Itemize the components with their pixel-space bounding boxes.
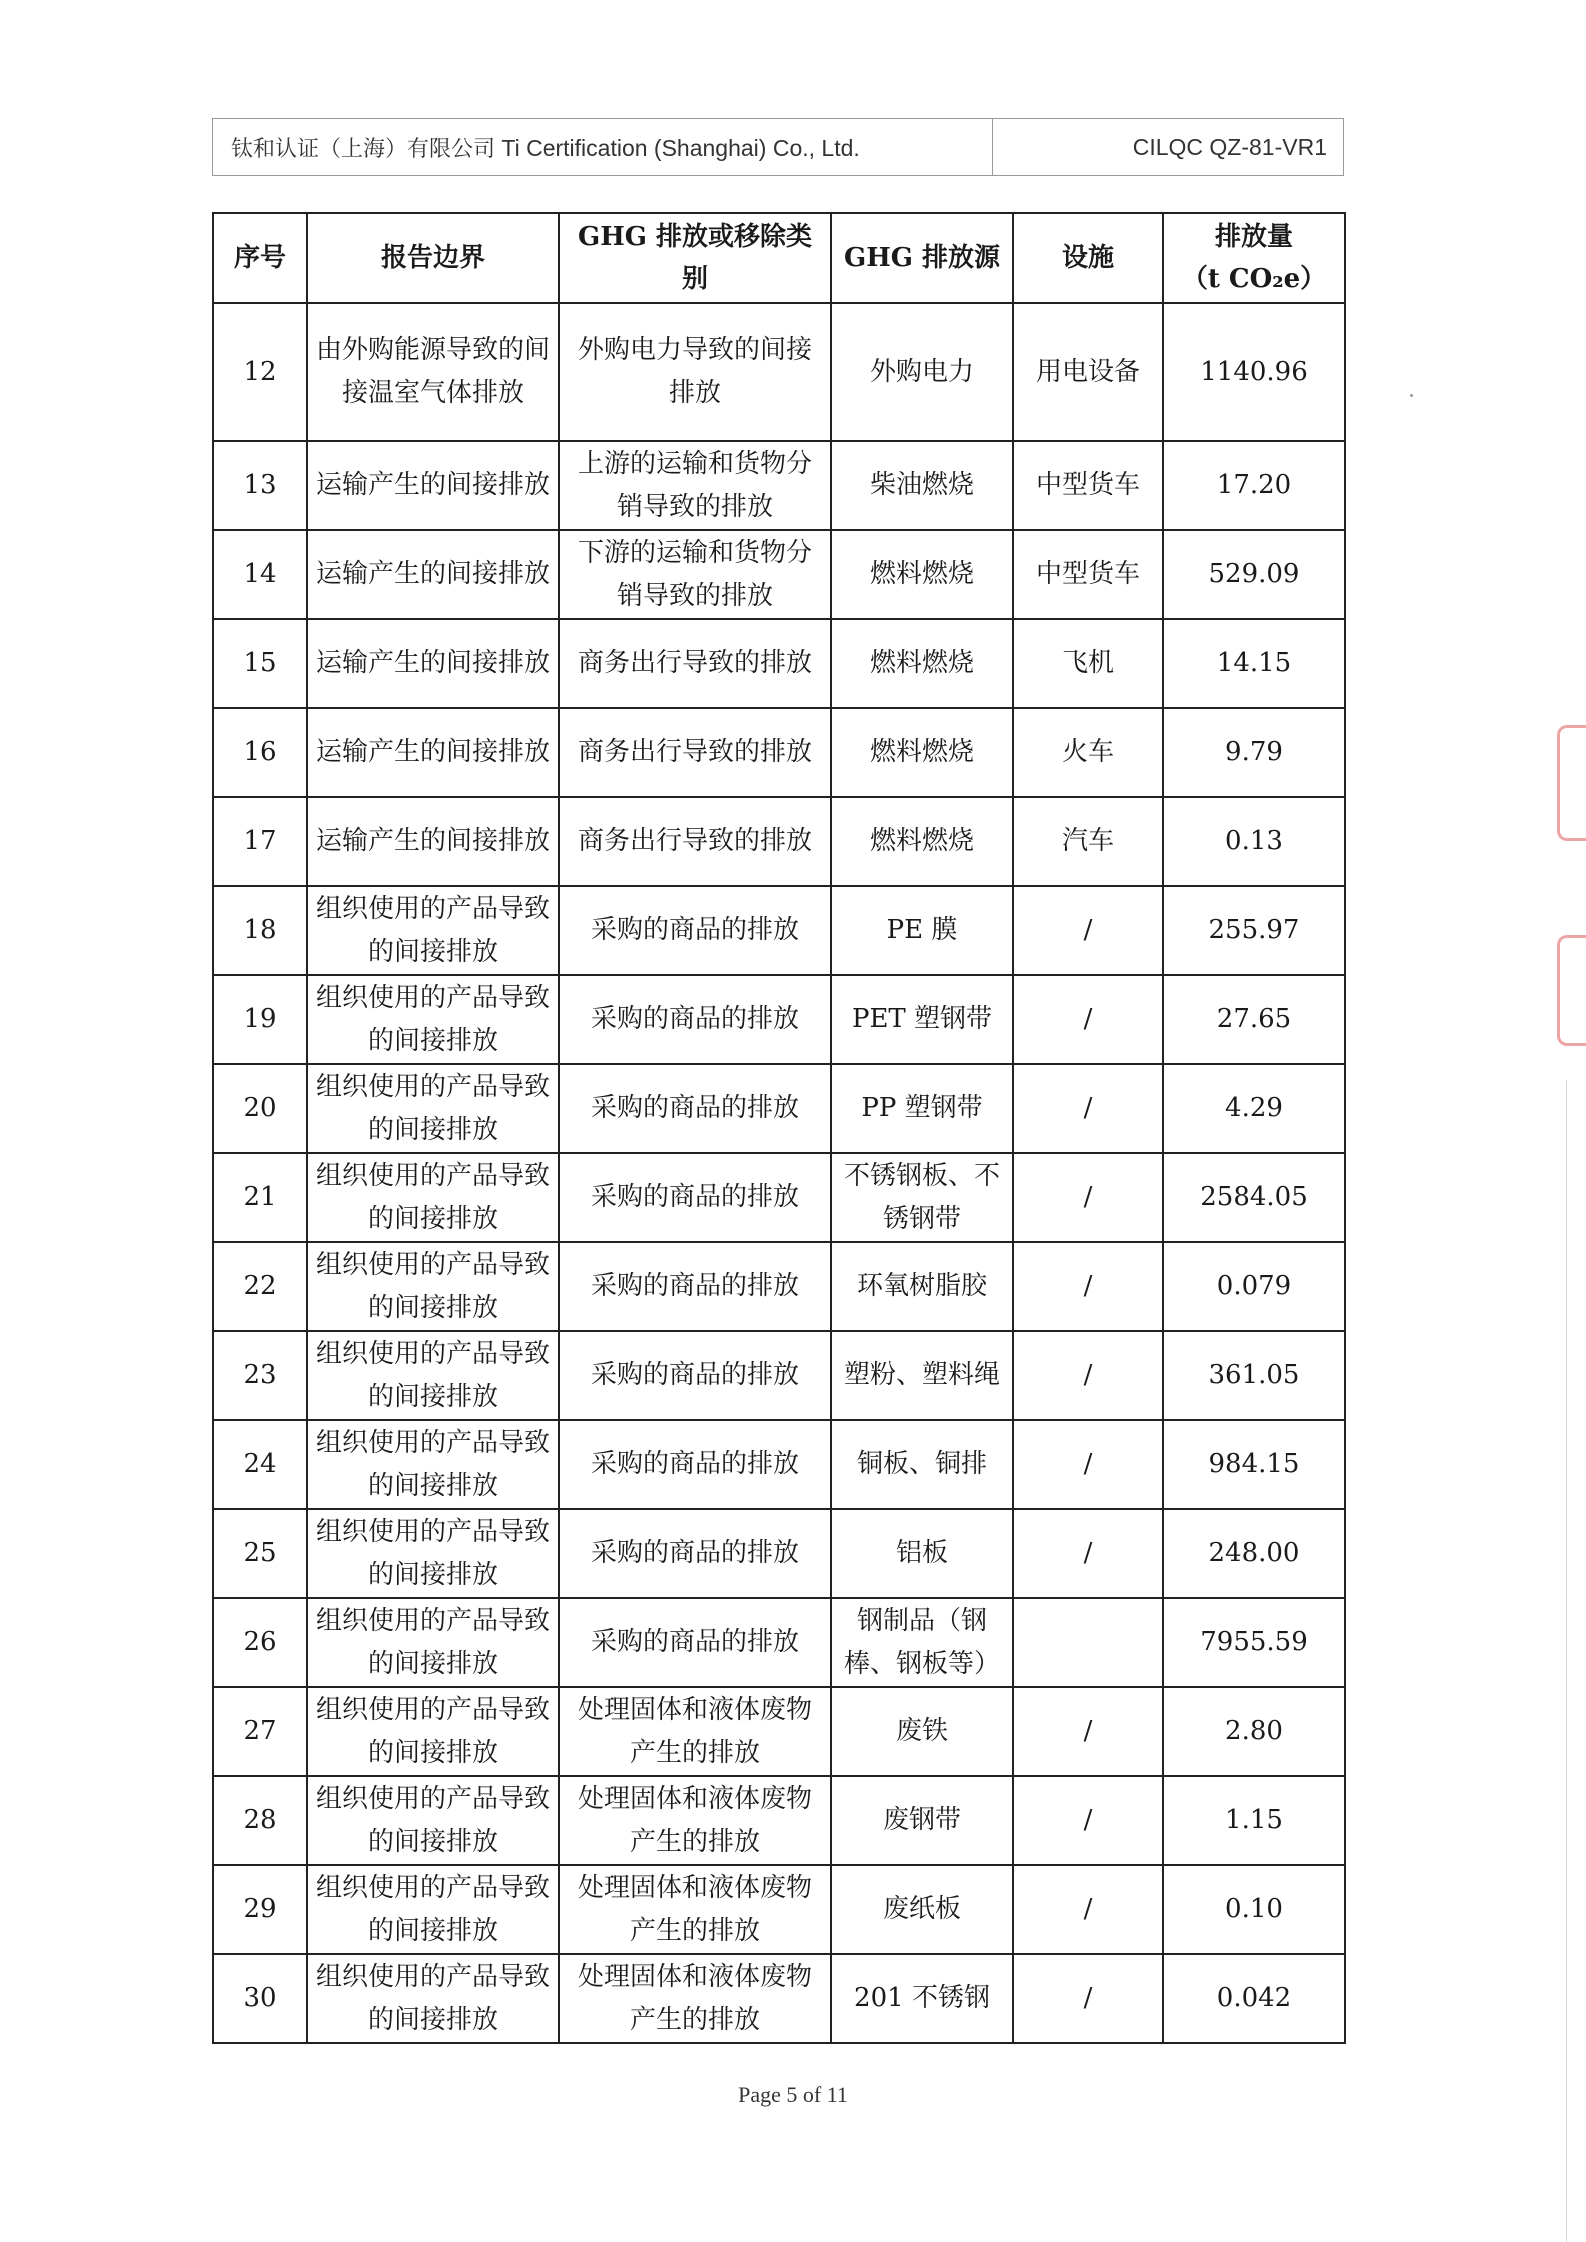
cell-category: 采购的商品的排放: [559, 1064, 831, 1153]
page-number: Page 5 of 11: [738, 2082, 848, 2107]
cell-no: 12: [213, 303, 307, 441]
cell-source: 不锈钢板、不锈钢带: [831, 1153, 1013, 1242]
header-boundary: 报告边界: [307, 213, 559, 303]
cell-facility: /: [1013, 975, 1163, 1064]
cell-boundary: 组织使用的产品导致的间接排放: [307, 1954, 559, 2043]
header-amount-unit: （t CO₂e）: [1181, 264, 1327, 294]
cell-no: 23: [213, 1331, 307, 1420]
cell-facility: /: [1013, 1687, 1163, 1776]
cell-category: 商务出行导致的排放: [559, 708, 831, 797]
header-amount: [1163, 213, 1345, 303]
table-row: [213, 1865, 1345, 1954]
document-header: [212, 118, 1344, 176]
company-name-en: Ti Certification (Shanghai) Co., Ltd.: [501, 134, 860, 161]
cell-boundary: 组织使用的产品导致的间接排放: [307, 1242, 559, 1331]
header-source: GHG 排放源: [831, 213, 1013, 303]
cell-facility: /: [1013, 1865, 1163, 1954]
cell-source: 201 不锈钢: [831, 1954, 1013, 2043]
header-facility: 设施: [1013, 213, 1163, 303]
table-body: [213, 303, 1345, 2043]
cell-boundary: 组织使用的产品导致的间接排放: [307, 1687, 559, 1776]
cell-category: 采购的商品的排放: [559, 1242, 831, 1331]
cell-boundary: 组织使用的产品导致的间接排放: [307, 1420, 559, 1509]
cell-boundary: 组织使用的产品导致的间接排放: [307, 1865, 559, 1954]
cell-amount: 0.10: [1163, 1865, 1345, 1954]
cell-source: 燃料燃烧: [831, 708, 1013, 797]
cell-no: 28: [213, 1776, 307, 1865]
cell-amount: 361.05: [1163, 1331, 1345, 1420]
cell-source: 燃料燃烧: [831, 530, 1013, 619]
cell-amount: 9.79: [1163, 708, 1345, 797]
cell-source: 外购电力: [831, 303, 1013, 441]
scan-speck: [1410, 394, 1413, 397]
cell-facility: 中型货车: [1013, 441, 1163, 530]
cell-source: 废铁: [831, 1687, 1013, 1776]
header-no: 序号: [213, 213, 307, 303]
cell-no: 30: [213, 1954, 307, 2043]
table-row: [213, 1954, 1345, 2043]
cell-source: 废钢带: [831, 1776, 1013, 1865]
cell-no: 26: [213, 1598, 307, 1687]
cell-no: 22: [213, 1242, 307, 1331]
cell-source: PP 塑钢带: [831, 1064, 1013, 1153]
seal-stamp-fragment: [1557, 725, 1586, 841]
cell-source: PE 膜: [831, 886, 1013, 975]
cell-amount: 529.09: [1163, 530, 1345, 619]
cell-no: 13: [213, 441, 307, 530]
cell-no: 25: [213, 1509, 307, 1598]
table-row: [213, 303, 1345, 441]
table-row: [213, 619, 1345, 708]
cell-source: 燃料燃烧: [831, 619, 1013, 708]
cell-boundary: 组织使用的产品导致的间接排放: [307, 1064, 559, 1153]
cell-no: 15: [213, 619, 307, 708]
header-category: GHG 排放或移除类别: [559, 213, 831, 303]
cell-category: 采购的商品的排放: [559, 1598, 831, 1687]
cell-source: 钢制品（钢棒、钢板等）: [831, 1598, 1013, 1687]
cell-boundary: 组织使用的产品导致的间接排放: [307, 1776, 559, 1865]
cell-boundary: 组织使用的产品导致的间接排放: [307, 1153, 559, 1242]
cell-amount: 1.15: [1163, 1776, 1345, 1865]
cell-source: PET 塑钢带: [831, 975, 1013, 1064]
cell-boundary: 运输产生的间接排放: [307, 797, 559, 886]
cell-source: 铜板、铜排: [831, 1420, 1013, 1509]
cell-facility: 中型货车: [1013, 530, 1163, 619]
table-row: [213, 708, 1345, 797]
cell-amount: 0.079: [1163, 1242, 1345, 1331]
company-name-cn: 钛和认证（上海）有限公司: [231, 136, 496, 162]
cell-source: 燃料燃烧: [831, 797, 1013, 886]
cell-category: 商务出行导致的排放: [559, 619, 831, 708]
table-row: [213, 1064, 1345, 1153]
cell-boundary: 运输产生的间接排放: [307, 441, 559, 530]
cell-facility: 汽车: [1013, 797, 1163, 886]
company-name: [213, 132, 992, 163]
cell-boundary: 运输产生的间接排放: [307, 708, 559, 797]
cell-category: 采购的商品的排放: [559, 886, 831, 975]
cell-category: 采购的商品的排放: [559, 975, 831, 1064]
cell-no: 18: [213, 886, 307, 975]
cell-category: 上游的运输和货物分销导致的排放: [559, 441, 831, 530]
cell-category: 商务出行导致的排放: [559, 797, 831, 886]
cell-boundary: 运输产生的间接排放: [307, 530, 559, 619]
cell-source: 废纸板: [831, 1865, 1013, 1954]
cell-source: 环氧树脂胶: [831, 1242, 1013, 1331]
cell-amount: 984.15: [1163, 1420, 1345, 1509]
cell-facility: /: [1013, 1153, 1163, 1242]
cell-amount: 14.15: [1163, 619, 1345, 708]
cell-amount: 4.29: [1163, 1064, 1345, 1153]
cell-no: 14: [213, 530, 307, 619]
cell-source: 塑粉、塑料绳: [831, 1331, 1013, 1420]
scan-edge-line: [1566, 1080, 1567, 2242]
cell-facility: /: [1013, 886, 1163, 975]
cell-no: 29: [213, 1865, 307, 1954]
table-row: [213, 1153, 1345, 1242]
cell-facility: 飞机: [1013, 619, 1163, 708]
cell-amount: 1140.96: [1163, 303, 1345, 441]
cell-boundary: 组织使用的产品导致的间接排放: [307, 975, 559, 1064]
table-row: [213, 1331, 1345, 1420]
cell-category: 采购的商品的排放: [559, 1420, 831, 1509]
cell-boundary: 组织使用的产品导致的间接排放: [307, 1509, 559, 1598]
cell-no: 21: [213, 1153, 307, 1242]
cell-amount: 2584.05: [1163, 1153, 1345, 1242]
cell-amount: 0.13: [1163, 797, 1345, 886]
cell-boundary: 组织使用的产品导致的间接排放: [307, 886, 559, 975]
cell-facility: 火车: [1013, 708, 1163, 797]
table-row: [213, 1509, 1345, 1598]
cell-category: 外购电力导致的间接排放: [559, 303, 831, 441]
seal-stamp-fragment: [1557, 935, 1586, 1046]
cell-facility: /: [1013, 1420, 1163, 1509]
cell-category: 处理固体和液体废物产生的排放: [559, 1865, 831, 1954]
cell-boundary: 组织使用的产品导致的间接排放: [307, 1598, 559, 1687]
cell-amount: 7955.59: [1163, 1598, 1345, 1687]
cell-facility: [1013, 1598, 1163, 1687]
table-row: [213, 975, 1345, 1064]
cell-category: 处理固体和液体废物产生的排放: [559, 1776, 831, 1865]
table-row: [213, 886, 1345, 975]
cell-facility: /: [1013, 1954, 1163, 2043]
cell-category: 下游的运输和货物分销导致的排放: [559, 530, 831, 619]
cell-no: 19: [213, 975, 307, 1064]
table-row: [213, 1598, 1345, 1687]
cell-amount: 248.00: [1163, 1509, 1345, 1598]
cell-facility: /: [1013, 1242, 1163, 1331]
cell-amount: 255.97: [1163, 886, 1345, 975]
cell-no: 16: [213, 708, 307, 797]
cell-category: 采购的商品的排放: [559, 1509, 831, 1598]
table-row: [213, 1242, 1345, 1331]
cell-source: 铝板: [831, 1509, 1013, 1598]
table-row: [213, 1687, 1345, 1776]
document-code: CILQC QZ-81-VR1: [1132, 133, 1327, 160]
table-row: [213, 1776, 1345, 1865]
cell-boundary: 组织使用的产品导致的间接排放: [307, 1331, 559, 1420]
cell-amount: 17.20: [1163, 441, 1345, 530]
cell-amount: 0.042: [1163, 1954, 1345, 2043]
cell-category: 处理固体和液体废物产生的排放: [559, 1687, 831, 1776]
cell-boundary: 运输产生的间接排放: [307, 619, 559, 708]
cell-source: 柴油燃烧: [831, 441, 1013, 530]
cell-facility: /: [1013, 1509, 1163, 1598]
table-row: [213, 441, 1345, 530]
cell-category: 处理固体和液体废物产生的排放: [559, 1954, 831, 2043]
table-header-row: [213, 213, 1345, 303]
cell-facility: /: [1013, 1776, 1163, 1865]
table-row: [213, 530, 1345, 619]
header-amount-label: 排放量: [1214, 222, 1293, 252]
cell-amount: 27.65: [1163, 975, 1345, 1064]
cell-no: 24: [213, 1420, 307, 1509]
cell-facility: /: [1013, 1331, 1163, 1420]
cell-facility: /: [1013, 1064, 1163, 1153]
cell-facility: 用电设备: [1013, 303, 1163, 441]
ghg-emissions-table: [212, 212, 1346, 2044]
cell-amount: 2.80: [1163, 1687, 1345, 1776]
cell-category: 采购的商品的排放: [559, 1153, 831, 1242]
cell-no: 17: [213, 797, 307, 886]
table-row: [213, 1420, 1345, 1509]
cell-no: 20: [213, 1064, 307, 1153]
cell-boundary: 由外购能源导致的间接温室气体排放: [307, 303, 559, 441]
cell-no: 27: [213, 1687, 307, 1776]
table-row: [213, 797, 1345, 886]
cell-category: 采购的商品的排放: [559, 1331, 831, 1420]
